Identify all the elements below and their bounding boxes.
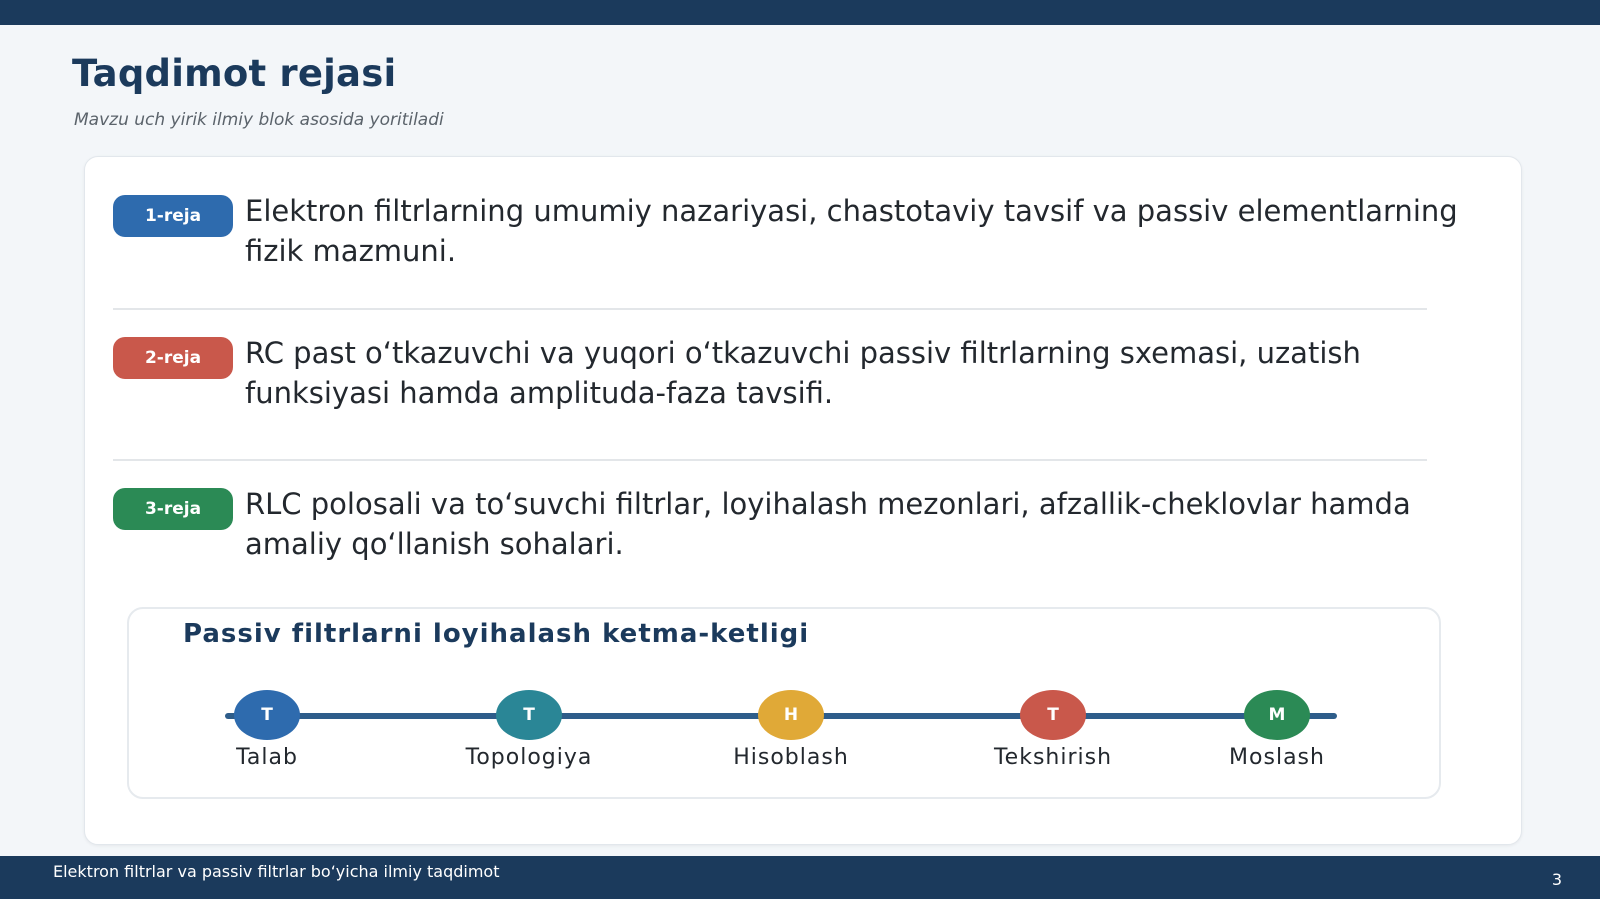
plan-badge-3: 3-reja — [113, 488, 233, 530]
process-step-moslash — [1177, 690, 1377, 770]
process-step-tekshirish — [953, 690, 1153, 770]
step-label: Tekshirish — [993, 745, 1113, 770]
step-circle: T — [496, 690, 562, 740]
plan-badge-1: 1-reja — [113, 195, 233, 237]
plan-text-3: RLC polosali va to‘suvchi filtrlar, loyihalash mezonlari, afzallik-cheklovlar hamda amaliy qo‘llanish sohalari. — [245, 487, 1411, 561]
plan-text-2: RC past o‘tkazuvchi va yuqori o‘tkazuvchi passiv filtrlarning sxemasi, uzatish funksiyasi hamda amplituda-faza tavsifi. — [245, 336, 1361, 410]
divider — [113, 459, 1427, 461]
plan-badge-2: 2-reja — [113, 337, 233, 379]
slide-title: Taqdimot rejasi — [72, 52, 397, 95]
step-label: Moslash — [1229, 745, 1325, 770]
page-number: 3 — [1551, 870, 1562, 889]
step-circle: M — [1244, 690, 1310, 740]
step-circle: T — [1020, 690, 1086, 740]
process-title: Passiv filtrlarni loyihalash ketma-ketligi — [183, 619, 810, 649]
footer-bar — [0, 856, 1600, 899]
step-circle: H — [758, 690, 824, 740]
step-circle: T — [234, 690, 300, 740]
slide-subtitle: Mavzu uch yirik ilmiy blok asosida yoritiladi — [74, 110, 444, 130]
process-step-talab — [167, 690, 367, 770]
step-label: Talab — [236, 745, 298, 770]
process-step-hisoblash — [691, 690, 891, 770]
process-card — [127, 607, 1441, 799]
divider — [113, 308, 1427, 310]
step-label: Topologiya — [465, 745, 593, 770]
plan-text-1: Elektron filtrlarning umumiy nazariyasi, chastotaviy tavsif va passiv elementlarning fizik mazmuni. — [245, 194, 1458, 268]
top-bar — [0, 0, 1600, 25]
footer-text: Elektron filtrlar va passiv filtrlar bo‘yicha ilmiy taqdimot — [53, 862, 500, 881]
step-label: Hisoblash — [733, 745, 849, 770]
plan-card — [84, 156, 1522, 845]
process-step-topologiya — [429, 690, 629, 770]
